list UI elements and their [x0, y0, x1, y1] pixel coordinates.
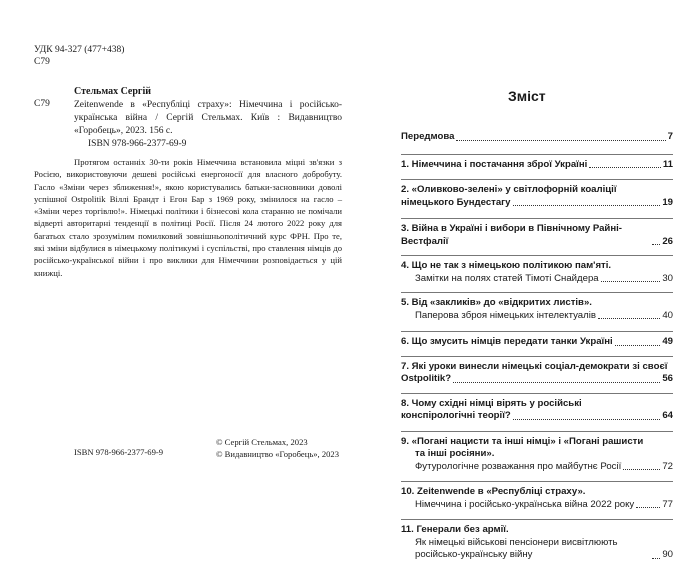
toc-entry-subtitle: Німеччина і російсько-українська війна 2022 року	[415, 498, 635, 510]
toc-entry-row	[401, 537, 673, 562]
dot-leader	[636, 507, 660, 508]
dot-leader	[615, 345, 661, 346]
toc-entry-row	[401, 310, 673, 323]
copyright-block	[216, 436, 339, 460]
toc-entry-row	[401, 373, 673, 386]
toc-entry-row	[401, 273, 673, 286]
dot-leader	[589, 167, 661, 168]
toc-entry[interactable]	[401, 131, 673, 144]
toc-entry-title: 9. «Погані нацисти та інші німці» і «Погані рашисти	[401, 435, 644, 447]
copyright-line: © Сергій Стельмах, 2023	[216, 437, 308, 447]
toc-entry-title: німецького Бундестагу	[401, 196, 511, 208]
bibliographic-record	[74, 99, 342, 151]
toc-entry[interactable]	[401, 154, 673, 172]
author-name: Стельмах Сергій	[74, 86, 152, 97]
toc-entry-title: конспірологічні теорії?	[401, 410, 511, 421]
toc-entry-title: 7. Які уроки винесли німецькі соціал-демократи зі своєї	[401, 360, 668, 372]
toc-page-number: 30	[662, 272, 673, 284]
toc-entry[interactable]	[401, 292, 673, 322]
toc-page-number: 19	[662, 196, 673, 208]
dot-leader	[652, 244, 660, 245]
toc-entry-title: 1. Німеччина і постачання зброї Україні	[401, 158, 588, 170]
toc-entry-subtitle: Замітки на полях статей Тімоті Снайдера	[415, 272, 599, 284]
right-page	[395, 0, 685, 560]
toc-entry-subtitle: Як німецькі військові пенсіонери висвітлюють російсько-українську війну	[415, 536, 618, 560]
toc-title: Зміст	[508, 88, 546, 104]
dot-leader	[513, 205, 661, 206]
toc-entry-title: Ostpolitik?	[401, 373, 452, 384]
toc-entry-title: Передмова	[401, 131, 455, 142]
toc-entry[interactable]	[401, 393, 673, 423]
toc-entry[interactable]	[401, 431, 673, 474]
toc-page-number: 72	[662, 460, 673, 472]
toc-entry-title: та інші росіяни».	[415, 448, 495, 459]
toc-entry-row	[401, 197, 673, 210]
toc-entry[interactable]	[401, 481, 673, 511]
toc-page-number: 7	[667, 131, 673, 142]
toc-page-number: 26	[662, 235, 673, 247]
toc-entry[interactable]	[401, 356, 673, 386]
toc-entry-title: 11. Генерали без армії.	[401, 524, 509, 535]
toc-entry[interactable]	[401, 218, 673, 248]
toc-entry-row	[401, 336, 673, 349]
left-page	[22, 0, 342, 500]
toc-entry-title: 2. «Оливково-зелені» у світлофорній коаліції	[401, 184, 617, 195]
toc-entry-subtitle: Паперова зброя німецьких інтелектуалів	[415, 309, 596, 321]
toc-entry-row	[401, 410, 673, 423]
catalog-code: С79	[34, 99, 50, 109]
bibliographic-description: Zeitenwende в «Республіці страху»: Німеччина і російсько-українська війна / Сергій Стельмах. Київ : Видавництво «Горобець», 2023. 156 с.	[74, 100, 342, 136]
table-of-contents	[401, 131, 673, 562]
toc-entry[interactable]	[401, 331, 673, 349]
toc-entry-row	[401, 131, 673, 144]
toc-page-number: 90	[662, 549, 673, 560]
dot-leader	[598, 318, 660, 319]
dot-leader	[652, 558, 660, 559]
udk-block	[34, 44, 124, 68]
dot-leader	[623, 469, 660, 470]
toc-entry-title: 4. Що не так з німецькою політикою пам'яті.	[401, 260, 612, 271]
toc-entry-title: 10. Zeitenwende в «Республіці страху».	[401, 486, 586, 497]
dot-leader	[453, 382, 660, 383]
toc-entry-row	[401, 461, 673, 474]
toc-page-number: 40	[662, 309, 673, 321]
toc-entry[interactable]	[401, 255, 673, 285]
toc-page-number: 49	[662, 336, 673, 347]
copyright-line: © Видавництво «Горобець», 2023	[216, 449, 340, 459]
isbn: ISBN 978-966-2377-69-9	[88, 139, 187, 149]
toc-entry-title: 8. Чому східні німці вірять у російські	[401, 397, 582, 409]
toc-page-number: 56	[662, 373, 673, 384]
toc-entry-row	[401, 499, 673, 512]
toc-entry-title: 3. Війна в Україні і вибори в Північному Райні-Вестфалії	[401, 223, 622, 247]
toc-page-number: 77	[662, 498, 673, 510]
abstract: Протягом останніх 30-ти років Німеччина встановила міцні зв'язки з Росією, використовуючи дешеві російські енергоносії для власного добробуту. Гасло «Зміни через зближення!», якою користувались батьки-засновники доволі успішної Ostpolitik Віллі Брандт і Егон Бар з 1969 року, змінилося на гасло – «Зміни через торгівлю!». Німецькі політики і бізнесові кола старанно не помічали відверті авторитарні тенденції в політиці Росії. Після 24 лютого 2022 року для багатьох стало зрозумілим помилковий зовнішньополітичний курс ФРН. Про те, які зміни відбулися в німецькому політикумі і суспільстві, про ставлення німців до російсько-української війни і про виклики для Німеччини розповідається у цій книжці.	[34, 157, 342, 278]
toc-entry-subtitle: Футурологічне розважання про майбутнє Росії	[415, 460, 622, 472]
toc-entry-row	[401, 159, 673, 172]
toc-entry-row	[401, 223, 673, 248]
isbn-bottom: ISBN 978-966-2377-69-9	[74, 447, 164, 457]
udk-line: С79	[34, 57, 50, 67]
toc-entry-title: 6. Що змусить німців передати танки Україні	[401, 336, 613, 347]
toc-entry-title: 5. Від «закликів» до «відкритих листів».	[401, 297, 592, 308]
dot-leader	[456, 140, 665, 141]
dot-leader	[601, 281, 661, 282]
toc-entry[interactable]	[401, 519, 673, 562]
toc-page-number: 64	[662, 410, 673, 421]
toc-page-number: 11	[662, 158, 673, 170]
toc-entry[interactable]	[401, 179, 673, 209]
dot-leader	[513, 419, 661, 420]
udk-line: УДК 94-327 (477+438)	[34, 45, 125, 55]
